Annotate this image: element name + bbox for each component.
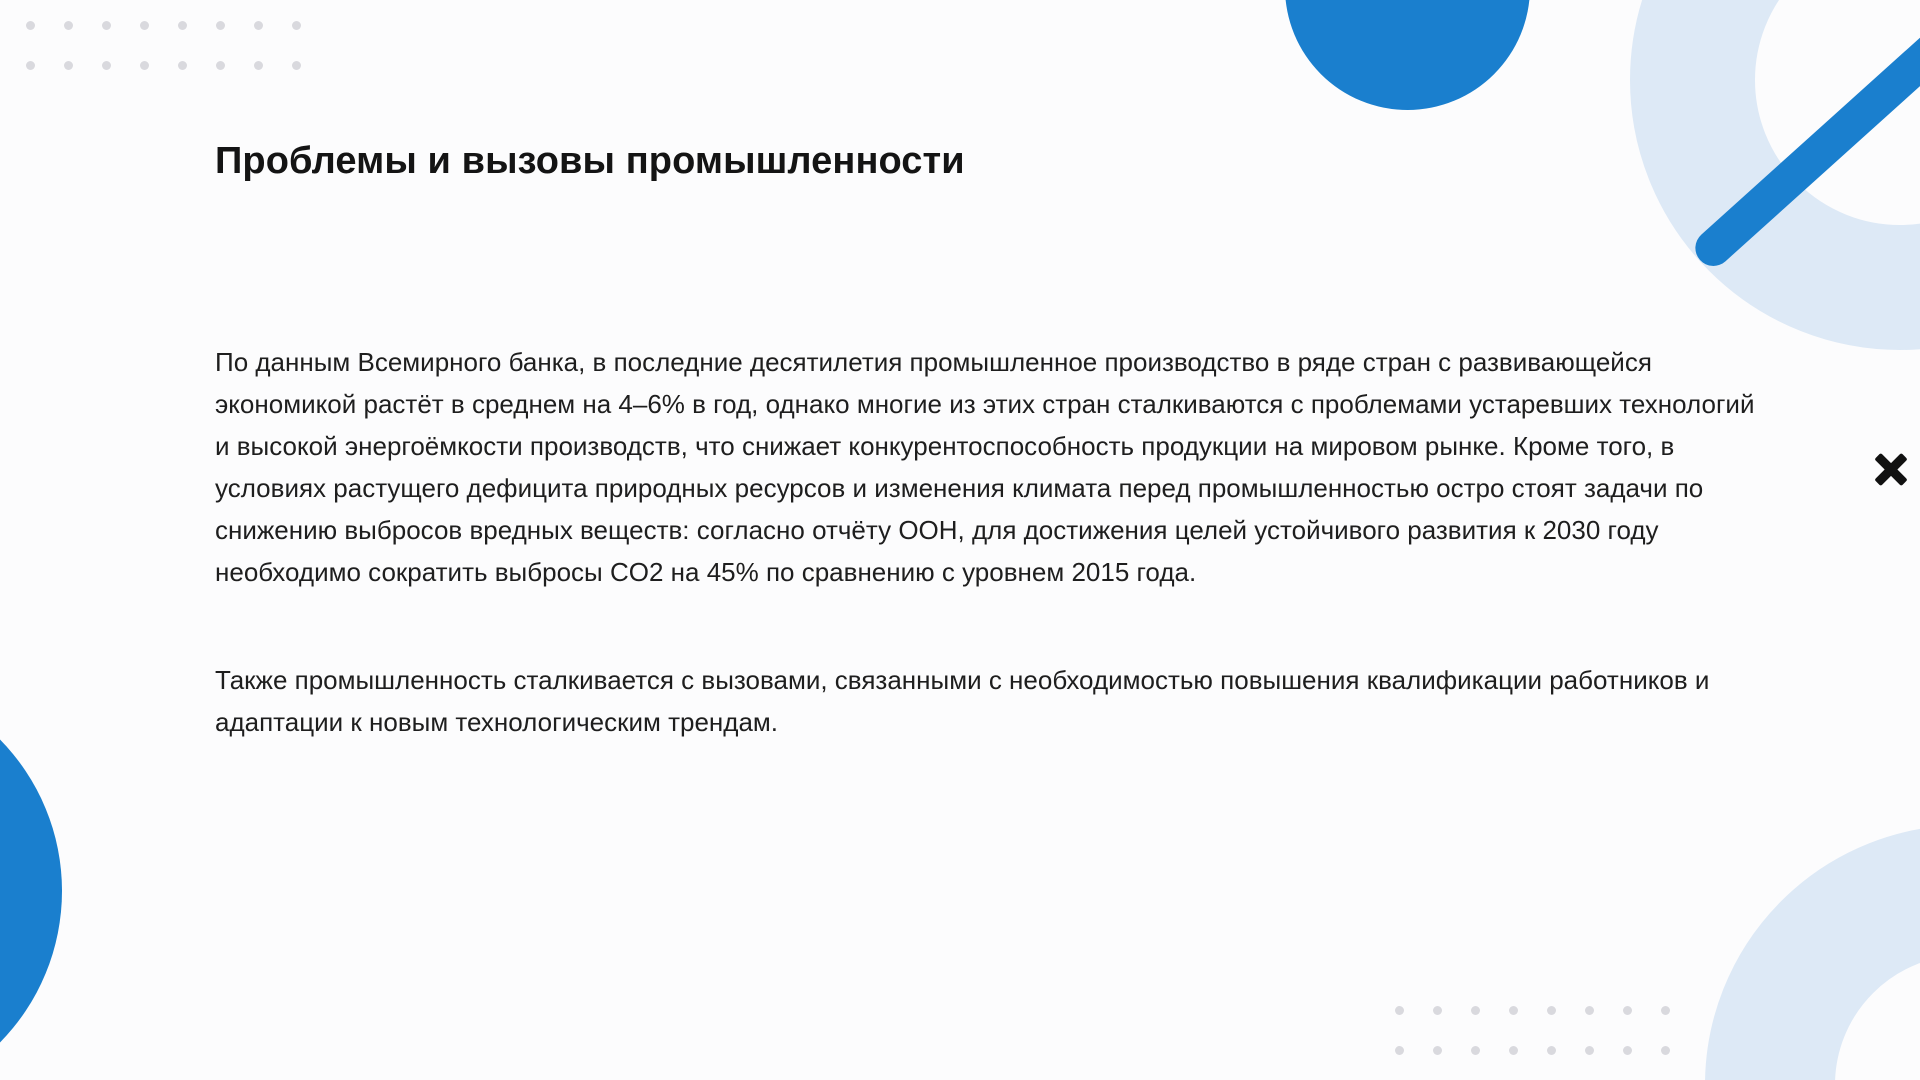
close-button[interactable]	[1852, 445, 1892, 485]
dot-grid-decoration	[26, 21, 301, 70]
paragraph-workforce: Также промышленность сталкивается с вызовами, связанными с необходимостью повышения квалификации работников и адаптации к новым технологическим трендам.	[215, 665, 1710, 737]
decorative-ring-bottom-right	[1705, 825, 1920, 1080]
decorative-circle-top	[1285, 0, 1530, 110]
dot-grid-decoration	[1395, 1006, 1670, 1055]
paragraph-challenges: По данным Всемирного банка, в последние десятилетия промышленное производство в ряде стран с развивающейся экономикой растёт в среднем на 4–6% в год, однако многие из этих стран сталкиваются с проблемами устаревших технологий и высокой энергоёмкости производств, что снижает конкурентоспособность продукции на мировом рынке. Кроме того, в условиях растущего дефицита природных ресурсов и изменения климата перед промышленностью остро стоят задачи по снижению выбросов вредных веществ: согласно отчёту ООН, для достижения целей устойчивого развития к 2030 году необходимо сократить выбросы CO2 на 45% по сравнению с уровнем 2015 года.	[215, 347, 1755, 587]
decorative-circle-left	[0, 675, 62, 1080]
slide-title: Проблемы и вызовы промышленности	[215, 140, 965, 182]
